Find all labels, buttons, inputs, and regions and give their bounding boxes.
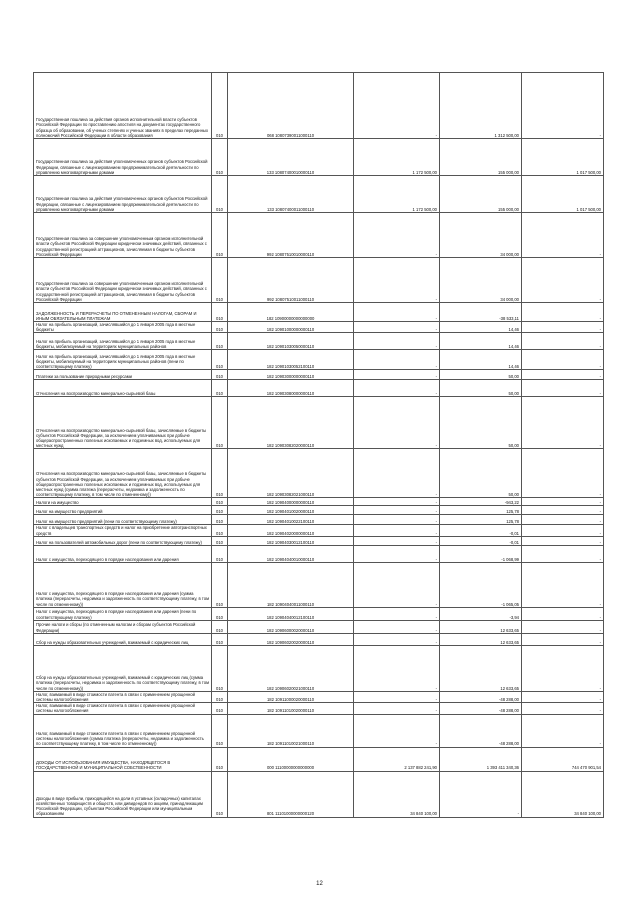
row-code-cell: 010 [212,607,228,620]
row-unexecuted-cell: - [522,645,604,691]
revenue-table-body [34,73,604,818]
row-unexecuted-cell: - [522,303,604,322]
row-code-cell: 010 [212,397,228,449]
row-unexecuted-cell: - [522,258,604,303]
row-code-cell: 010 [212,73,228,139]
row-kbk-cell: 182 10903082020000110 [228,397,354,449]
table-row [34,714,604,747]
table-row [34,536,604,545]
row-name-cell: Налог с имущества, переходящего в порядке наследования или дарения (сумма платежа (перерасчеты, недоимка и задолженность по соответствующему платежу, в том числе по отмененному)) [34,562,212,607]
row-name-cell: Государственная пошлина за действия уполномоченных органов субъектов Российской Федерации, связанные с лицензированием предпринимательской деятельности по управлению многоквартирными домами [34,176,212,213]
row-executed-cell: 50,00 [440,370,522,380]
row-code-cell: 010 [212,562,228,607]
row-name-cell: Налог, взимаемый в виде стоимости патента в связи с применением упрощенной системы налогообложения (сумма платежа (перерасчеты, недоимка и задолженность по соответствующему платежу, в том числе по отмененному)) [34,714,212,747]
row-code-cell: 010 [212,506,228,515]
row-approved-cell: - [354,703,440,714]
row-approved-cell: - [354,333,440,350]
table-row [34,645,604,691]
row-approved-cell: - [354,213,440,258]
row-name-cell: Государственная пошлина за совершение уполномоченным органом исполнительной власти субъектов Российской Федерации юридически значимых действий, связанных с государственной регистрацией аттракционов, зачисляемая в бюджеты субъектов Российской Федерации [34,258,212,303]
row-unexecuted-cell: - [522,620,604,633]
row-kbk-cell: 182 10911000020000110 [228,691,354,702]
row-name-cell: Налог, взимаемый в виде стоимости патента в связи с применением упрощенной системы налогообложения [34,691,212,702]
row-name-cell: Прочие налоги и сборы (по отмененным налогам и сборам субъектов Российской Федерации) [34,620,212,633]
row-code-cell: 010 [212,322,228,333]
row-name-cell: Отчисления на воспроизводство минерально-сырьевой базы [34,380,212,397]
row-approved-cell: - [354,380,440,397]
row-code-cell: 010 [212,370,228,380]
row-code-cell: 010 [212,771,228,817]
row-executed-cell: 12 633,65 [440,620,522,633]
row-executed-cell: -0,01 [440,525,522,536]
row-unexecuted-cell: - [522,562,604,607]
table-row [34,333,604,350]
row-kbk-cell: 182 10904000000000110 [228,498,354,506]
row-unexecuted-cell: 744 470 901,54 [522,747,604,771]
row-executed-cell: 50,00 [440,380,522,397]
row-executed-cell: 50,00 [440,449,522,498]
row-kbk-cell: 182 10911010021000110 [228,714,354,747]
row-kbk-cell: 182 10904030012100110 [228,536,354,545]
row-approved-cell: - [354,536,440,545]
row-approved-cell: 34 840 100,00 [354,771,440,817]
row-kbk-cell: 182 10901000000000110 [228,322,354,333]
row-name-cell: ДОХОДЫ ОТ ИСПОЛЬЗОВАНИЯ ИМУЩЕСТВА, НАХОДЯЩЕГОСЯ В ГОСУДАРСТВЕННОЙ И МУНИЦИПАЛЬНОЙ СОБСТВЕННОСТИ [34,747,212,771]
row-executed-cell: -0,01 [440,536,522,545]
row-unexecuted-cell: - [522,73,604,139]
row-code-cell: 010 [212,498,228,506]
row-approved-cell: - [354,525,440,536]
row-kbk-cell: 000 11100000000000000 [228,747,354,771]
row-executed-cell: 1 312 500,00 [440,73,522,139]
row-approved-cell: - [354,73,440,139]
row-name-cell: Государственная пошлина за действия уполномоченных органов субъектов Российской Федерации, связанные с лицензированием предпринимательской деятельности по управлению многоквартирными домами [34,139,212,176]
row-executed-cell: 34 000,00 [440,213,522,258]
table-row [34,303,604,322]
row-name-cell: Государственная пошлина за совершение уполномоченным органом исполнительной власти субъектов Российской Федерации юридически значимых действий, связанных с государственной регистрацией аттракционов, зачисляемая в бюджеты субъектов Российской Федерации [34,213,212,258]
row-unexecuted-cell: - [522,545,604,562]
table-row [34,380,604,397]
row-name-cell: Отчисления на воспроизводство минерально-сырьевой базы, зачисляемые в бюджеты субъектов Российской Федерации, за исключением уплачиваемых при добыче общераспространенных полезных ископаемых и подземных вод, используемых для местных нужд [34,397,212,449]
row-executed-cell: -48 288,00 [440,691,522,702]
row-unexecuted-cell: 1 017 500,00 [522,139,604,176]
table-row [34,525,604,536]
table-row [34,607,604,620]
row-executed-cell: 155 000,00 [440,176,522,213]
row-name-cell: Налог, взимаемый в виде стоимости патента в связи с применением упрощенной системы налогообложения [34,703,212,714]
row-code-cell: 010 [212,380,228,397]
report-sheet [33,72,603,818]
row-name-cell: Налог на прибыль организаций, зачислявшийся до 1 января 2005 года в местные бюджеты, мобилизуемый на территориях муниципальных районов (пени по соответствующему платежу) [34,350,212,370]
table-row [34,73,604,139]
row-approved-cell: - [354,397,440,449]
row-name-cell: Сбор на нужды образовательных учреждений, взимаемый с юридических лиц [34,633,212,645]
row-code-cell: 010 [212,545,228,562]
row-approved-cell: - [354,258,440,303]
row-name-cell: Отчисления на воспроизводство минерально-сырьевой базы, зачисляемые в бюджеты субъектов Российской Федерации, за исключением уплачиваемых при добыче общераспространенных полезных ископаемых и подземных вод, используемых для местных нужд (сумма платежа (перерасчеты, недоимка и задолженность по соответствующему платежу, в том числе по отмененному)) [34,449,212,498]
table-row [34,213,604,258]
row-approved-cell: - [354,645,440,691]
table-row [34,703,604,714]
row-unexecuted-cell: - [522,703,604,714]
row-unexecuted-cell: - [522,333,604,350]
row-approved-cell: - [354,322,440,333]
row-kbk-cell: 182 10904010020000110 [228,506,354,515]
row-name-cell: Платежи за пользование природными ресурсами [34,370,212,380]
row-executed-cell: 50,00 [440,397,522,449]
table-row [34,545,604,562]
row-unexecuted-cell: - [522,322,604,333]
table-row [34,747,604,771]
row-kbk-cell: 182 10900000000000000 [228,303,354,322]
row-kbk-cell: 992 10807510011000110 [228,258,354,303]
row-unexecuted-cell: - [522,714,604,747]
row-kbk-cell: 182 10904040012100110 [228,607,354,620]
table-row [34,397,604,449]
row-unexecuted-cell: - [522,515,604,525]
row-code-cell: 010 [212,350,228,370]
row-code-cell: 010 [212,525,228,536]
row-approved-cell: - [354,607,440,620]
row-approved-cell: - [354,350,440,370]
row-kbk-cell: 182 10901030052100110 [228,350,354,370]
row-kbk-cell: 068 10807390011000110 [228,73,354,139]
row-name-cell: Налог на прибыль организаций, зачислявшийся до 1 января 2005 года в местные бюджеты [34,322,212,333]
row-approved-cell: 2 137 882 241,90 [354,747,440,771]
row-executed-cell: 14,46 [440,333,522,350]
row-kbk-cell: 182 10903080000000110 [228,380,354,397]
row-executed-cell: 12 633,65 [440,645,522,691]
row-unexecuted-cell: - [522,380,604,397]
row-name-cell: Налог с имущества, переходящего в порядке наследования или дарения (пени по соответствующему платежу) [34,607,212,620]
row-code-cell: 010 [212,139,228,176]
table-row [34,506,604,515]
row-kbk-cell: 182 10906000020000110 [228,620,354,633]
row-unexecuted-cell: 1 017 500,00 [522,176,604,213]
row-unexecuted-cell: - [522,498,604,506]
revenue-table [33,72,604,818]
table-row [34,139,604,176]
table-row [34,771,604,817]
row-approved-cell: - [354,515,440,525]
row-executed-cell: 125,78 [440,515,522,525]
row-executed-cell: 155 000,00 [440,139,522,176]
row-approved-cell: - [354,506,440,515]
table-row [34,258,604,303]
row-kbk-cell: 182 10904020000000110 [228,525,354,536]
row-name-cell: Налог на пользователей автомобильных дорог (пени по соответствующему платежу) [34,536,212,545]
row-executed-cell: 14,46 [440,322,522,333]
row-kbk-cell: 182 10906020021000110 [228,645,354,691]
row-code-cell: 010 [212,449,228,498]
row-executed-cell: 125,78 [440,506,522,515]
row-kbk-cell: 133 10807400011000110 [228,176,354,213]
row-kbk-cell: 182 10901030050000110 [228,333,354,350]
row-name-cell: Налог на прибыль организаций, зачислявшийся до 1 января 2005 года в местные бюджеты, мобилизуемый на территориях муниципальных районов [34,333,212,350]
row-approved-cell: 1 172 500,00 [354,176,440,213]
row-executed-cell: -1 065,05 [440,562,522,607]
row-code-cell: 010 [212,747,228,771]
row-name-cell: Налог с владельцев транспортных средств и налог на приобретение автотранспортных средств [34,525,212,536]
row-code-cell: 010 [212,703,228,714]
row-name-cell: Налог с имущества, переходящего в порядке наследования или дарения [34,545,212,562]
row-kbk-cell: 182 10911010020000110 [228,703,354,714]
row-kbk-cell: 182 10904040010000110 [228,545,354,562]
page-number: 12 [316,881,323,887]
row-name-cell: Доходы в виде прибыли, приходящейся на доли в уставных (складочных) капиталах хозяйственных товариществ и обществ, или дивидендов по акциям, принадлежащим Российской Федерации, субъектам Российской Федерации или муниципальным образованиям [34,771,212,817]
row-executed-cell: -38 533,11 [440,303,522,322]
row-code-cell: 010 [212,303,228,322]
row-approved-cell: - [354,449,440,498]
row-name-cell: Налог на имущество предприятий [34,506,212,515]
row-code-cell: 010 [212,333,228,350]
row-executed-cell: -48 288,00 [440,714,522,747]
row-executed-cell: -1 068,99 [440,545,522,562]
row-unexecuted-cell: - [522,536,604,545]
row-code-cell: 010 [212,176,228,213]
row-code-cell: 010 [212,714,228,747]
row-executed-cell: -48 288,00 [440,703,522,714]
row-unexecuted-cell: - [522,607,604,620]
row-name-cell: Налог на имущество предприятий (пени по соответствующему платежу) [34,515,212,525]
row-unexecuted-cell: - [522,213,604,258]
table-row [34,498,604,506]
table-row [34,322,604,333]
row-approved-cell: - [354,620,440,633]
table-row [34,633,604,645]
row-code-cell: 010 [212,536,228,545]
row-approved-cell: - [354,498,440,506]
row-approved-cell: - [354,691,440,702]
row-code-cell: 010 [212,213,228,258]
row-executed-cell: 34 000,00 [440,258,522,303]
row-executed-cell: 12 633,65 [440,633,522,645]
row-unexecuted-cell: - [522,633,604,645]
row-unexecuted-cell: - [522,397,604,449]
row-executed-cell: 1 393 411 340,36 [440,747,522,771]
row-name-cell: Налоги на имущество [34,498,212,506]
row-code-cell: 010 [212,633,228,645]
row-approved-cell: - [354,714,440,747]
row-code-cell: 010 [212,515,228,525]
row-approved-cell: - [354,545,440,562]
row-unexecuted-cell: - [522,350,604,370]
table-row [34,562,604,607]
row-kbk-cell: 182 10904040011000110 [228,562,354,607]
table-row [34,370,604,380]
row-approved-cell: - [354,303,440,322]
row-approved-cell: - [354,370,440,380]
table-row [34,449,604,498]
row-code-cell: 010 [212,258,228,303]
row-unexecuted-cell: - [522,370,604,380]
row-code-cell: 010 [212,620,228,633]
table-row [34,350,604,370]
row-unexecuted-cell: - [522,449,604,498]
row-name-cell: Сбор на нужды образовательных учреждений, взимаемый с юридических лиц (сумма платежа (перерасчеты, недоимка и задолженность по соответствующему платежу, в том числе по отмененному)) [34,645,212,691]
row-executed-cell: -943,22 [440,498,522,506]
row-code-cell: 010 [212,691,228,702]
row-kbk-cell: 133 10807400010000110 [228,139,354,176]
table-row [34,176,604,213]
row-unexecuted-cell: - [522,506,604,515]
row-unexecuted-cell: - [522,691,604,702]
row-executed-cell: 14,46 [440,350,522,370]
row-unexecuted-cell: 34 840 100,00 [522,771,604,817]
row-executed-cell: -3,94 [440,607,522,620]
row-executed-cell: - [440,771,522,817]
row-approved-cell: - [354,562,440,607]
row-kbk-cell: 801 11101000000000120 [228,771,354,817]
table-row [34,515,604,525]
row-code-cell: 010 [212,645,228,691]
row-approved-cell: 1 172 500,00 [354,139,440,176]
row-kbk-cell: 182 10906020020000110 [228,633,354,645]
row-kbk-cell: 182 10903082021000110 [228,449,354,498]
row-unexecuted-cell: - [522,525,604,536]
row-kbk-cell: 992 10807510010000110 [228,213,354,258]
row-kbk-cell: 182 10904010022100110 [228,515,354,525]
row-name-cell: Государственная пошлина за действия органов исполнительной власти субъектов Российской Федерации по проставлению апостиля на документах государственного образца об образовании, об ученых степенях и ученых званиях в пределах переданных полномочий Российской Федерации в области образования [34,73,212,139]
table-row [34,691,604,702]
table-row [34,620,604,633]
row-name-cell: ЗАДОЛЖЕННОСТЬ И ПЕРЕРАСЧЕТЫ ПО ОТМЕНЕННЫМ НАЛОГАМ, СБОРАМ И ИНЫМ ОБЯЗАТЕЛЬНЫМ ПЛАТЕЖАМ [34,303,212,322]
row-kbk-cell: 182 10903000000000110 [228,370,354,380]
row-approved-cell: - [354,633,440,645]
